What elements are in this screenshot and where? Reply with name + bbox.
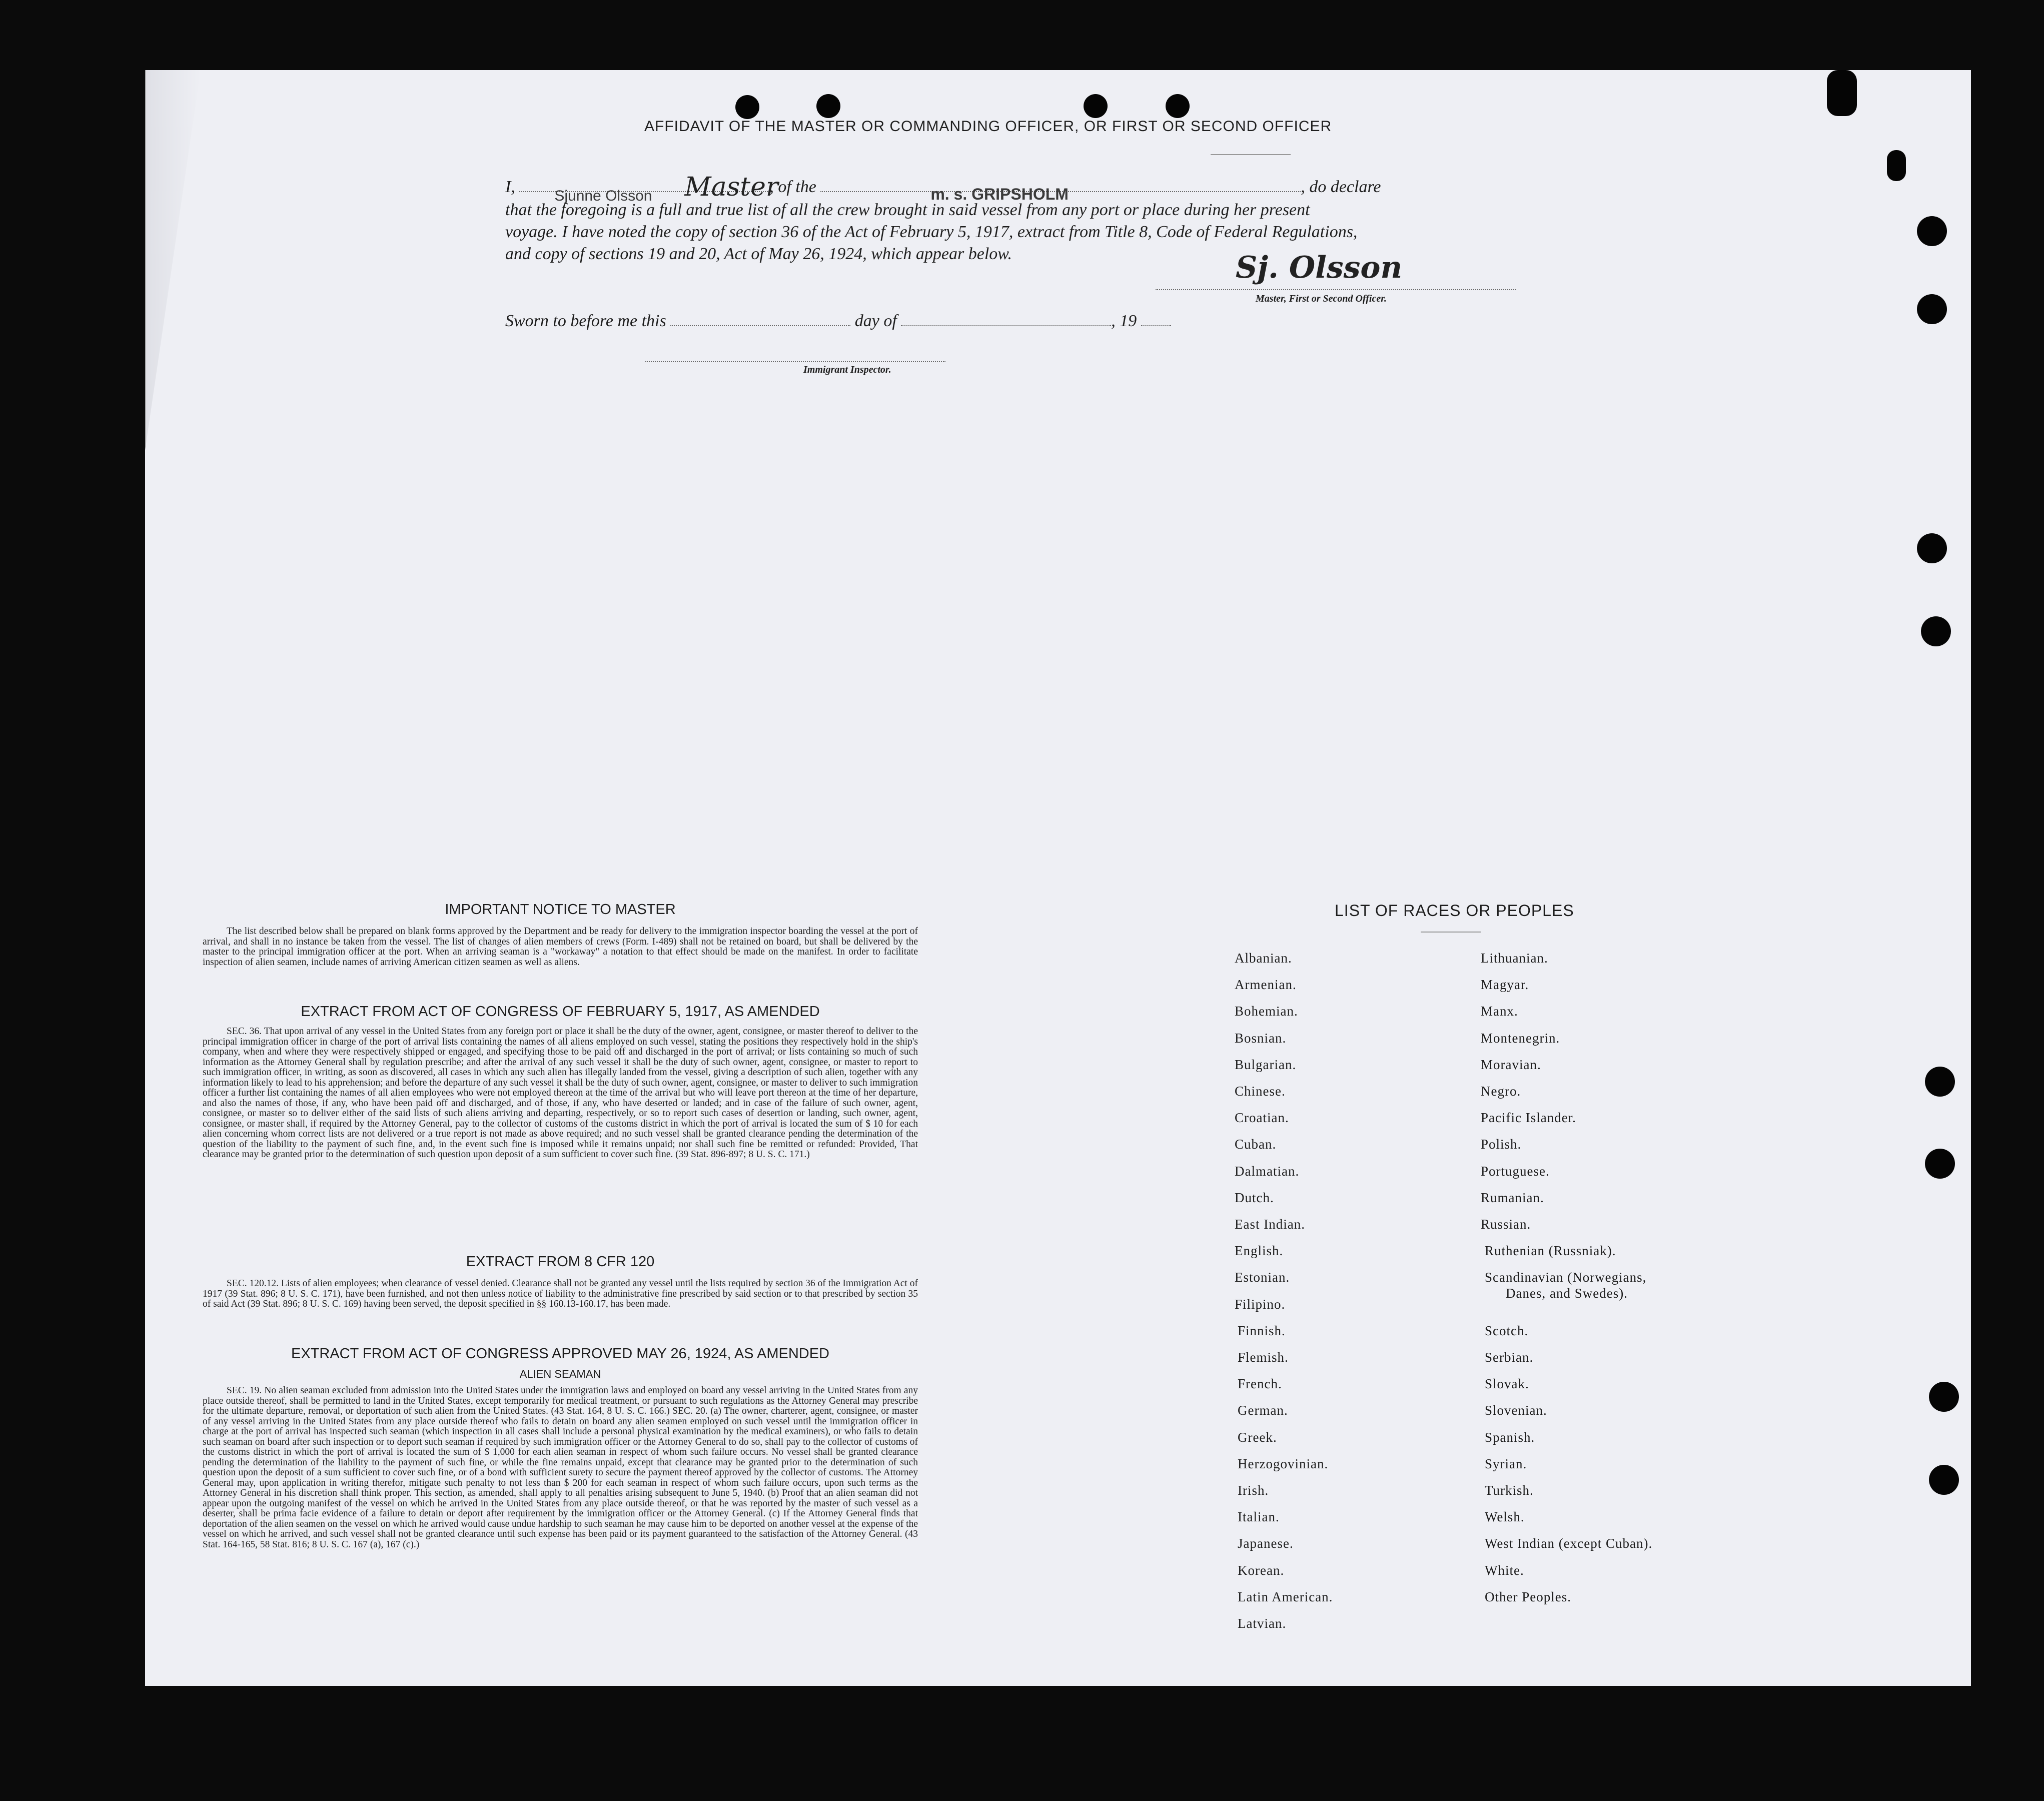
inspector-caption: Immigrant Inspector. (803, 364, 891, 375)
signature: Sj. Olsson (1236, 250, 1403, 285)
punch-hole (1921, 616, 1951, 646)
day-of-label: day of (854, 312, 897, 330)
punch-hole (1084, 94, 1108, 118)
race-item: Danes, and Swedes). (1506, 1286, 1628, 1301)
extract-8cfr-text: SEC. 120.12. Lists of alien employees; when clearance of vessel denied. Clearance shall not be granted any vessel until the lists required by section 36 of the Immigration Act of 1917 (39 Stat. 896; 8 U. S. C. 171), have been furnished, and not then unless notice of liability to the administrative fine prescribed by said section or to that prescribed by section 35 of said Act (39 Stat. 896; 8 U. S. C. 169) having been served, the deposit specified in §§ 160.13-160.17, has been made. (203, 1278, 918, 1309)
notice-heading: IMPORTANT NOTICE TO MASTER (445, 902, 676, 918)
race-item: Estonian. (1235, 1270, 1290, 1285)
race-item: Cuban. (1235, 1137, 1277, 1152)
inspector-signature-field (645, 361, 945, 362)
race-item: Manx. (1481, 1004, 1518, 1019)
punch-hole (1917, 294, 1947, 324)
race-item: Italian. (1238, 1509, 1280, 1525)
extract-8cfr-heading: EXTRACT FROM 8 CFR 120 (466, 1254, 655, 1270)
race-item: Albanian. (1235, 951, 1292, 966)
race-item: Bohemian. (1235, 1004, 1298, 1019)
race-item: Portuguese. (1481, 1163, 1550, 1179)
race-item: Greek. (1238, 1429, 1277, 1445)
affidavit-title: AFFIDAVIT OF THE MASTER OR COMMANDING OFFICER, OR FIRST OR SECOND OFFICER (644, 118, 1332, 135)
race-item: Lithuanian. (1481, 951, 1548, 966)
race-item: Slovak. (1485, 1376, 1529, 1392)
punch-hole (1917, 216, 1947, 246)
vessel-name: m. s. GRIPSHOLM (930, 185, 1069, 203)
race-item: Latvian. (1238, 1616, 1287, 1631)
race-item: Spanish. (1485, 1429, 1535, 1445)
punch-hole (1929, 1382, 1959, 1412)
race-item: Slovenian. (1485, 1403, 1547, 1418)
race-item: Bosnian. (1235, 1030, 1287, 1046)
sworn-day-field (670, 325, 850, 326)
punch-hole (816, 94, 840, 118)
race-item: Welsh. (1485, 1509, 1525, 1525)
extract-1917-text: SEC. 36. That upon arrival of any vessel in the United States from any foreign port or place it shall be the duty of the owner, agent, consignee, or master thereof to deliver to the principal immigration officer in charge of the port of arrival lists containing the names of all aliens employed on such vessel, stating the positions they respectively hold in the ship's company, when and where they were respectively shipped or engaged, and specifying those to be paid off and discharged in the port of arrival; or lists containing so much of such information as the Attorney General shall by regulation prescribe; and after the arrival of any such vessel it shall be the duty of such owner, agent, consignee, or master to report to such immigration officer, in writing, as soon as discovered, all cases in which any such alien has illegally landed from the vessel, giving a description of such alien, together with any information likely to lead to his apprehension; and before the departure of any such vessel it shall be the duty of such owner, agent, consignee, or master to deliver to such immigration officer a further list containing the names of all alien employees who were not employed thereon at the time of the arrival but who will leave port thereon at the time of her departure, and also the names of those, if any, who have been paid off and discharged, and of those, if any, who have deserted or landed; and in case of the failure of such owner, agent, consignee, or master so to deliver either of the said lists of such aliens arriving and departing, respectively, or so to report such cases of desertion or landing, such owner, agent, consignee, or master shall, if required by the Attorney General, pay to the collector of customs of the customs district in which the port of arrival is located the sum of $ 10 for each alien concerning whom correct lists are not delivered or a true report is not made as above required; and no such vessel shall be granted clearance pending the determination of the question of the liability to the payment of such fine, and, in the event such fine is imposed while it remains unpaid; nor shall such fine be remitted or refunded: Provided, That clearance may be granted prior to the determination of such question upon deposit of a sum sufficient to cover such fine. (39 Stat. 896-897; 8 U. S. C. 171.) (203, 1026, 918, 1160)
race-item: Irish. (1238, 1483, 1269, 1498)
race-item: Chinese. (1235, 1084, 1286, 1099)
race-item: Moravian. (1481, 1057, 1541, 1072)
race-item: Syrian. (1485, 1456, 1527, 1471)
sworn-label: Sworn to before me this (505, 312, 666, 330)
race-item: Armenian. (1235, 977, 1297, 993)
race-item: Bulgarian. (1235, 1057, 1297, 1072)
sworn-year-field (1141, 325, 1171, 326)
punch-hole (1887, 150, 1906, 181)
race-item: Herzogovinian. (1238, 1456, 1329, 1471)
vessel-field (820, 185, 1301, 203)
race-item: West Indian (except Cuban). (1485, 1536, 1653, 1551)
rank-handwritten: Master (684, 172, 778, 202)
race-item: Montenegrin. (1481, 1030, 1560, 1046)
do-declare-label: , do declare (1301, 178, 1381, 196)
race-item: Rumanian. (1481, 1190, 1544, 1205)
race-item: Filipino. (1235, 1296, 1286, 1312)
race-item: White. (1485, 1562, 1524, 1578)
punch-hole (1827, 70, 1857, 116)
race-item: Russian. (1481, 1217, 1531, 1232)
extract-1924-text: SEC. 19. No alien seaman excluded from admission into the United States under the immigration laws and employed on board any vessel arriving in the United States from any place outside thereof, shall be permitted to land in the United States, except temporarily for medical treatment, or pursuant to such regulations as the Attorney General may prescribe for the ultimate departure, removal, or deportation of such alien from the United States. (43 Stat. 164, 8 U. S. C. 166.) SEC. 20. (a) The owner, charterer, agent, consignee, or master of any vessel arriving in the United States from any place outside thereof who fails to detain on board any alien seamen employed on such vessel until the immigration officer in charge at the port of arrival has inspected such seaman (which inspection in all cases shall include a personal physical examination by the medical examiners), or who fails to detain such seaman on board after such inspection or to deport such seaman if required by such immigration officer or the Attorney General to do so, shall pay to the collector of customs of the customs district in which the port of arrival is located the sum of $ 1,000 for each alien seaman in respect of whom such failure occurs. No vessel shall be granted clearance pending the determination of the liability to the payment of such fine, or while the fine remains unpaid, except that clearance may be granted prior to the determination of such question upon the deposit of a sum sufficient to cover such fine, or of a bond with sufficient surety to secure the payment thereof approved by the collector of customs. The Attorney General may, upon application in writing therefor, mitigate such penalty to not less than $ 200 for each seaman in respect of whom such failure occurs, upon such terms as the Attorney General in his discretion shall think proper. This section, as amended, shall apply to all penalties arising subsequent to June 5, 1940. (b) Proof that an alien seaman did not appear upon the outgoing manifest of the vessel on which he arrived in the United States from any place outside thereof, or that he was reported by the master of such vessel as a deserter, shall be prima facie evidence of a failure to detain or deport after requirement by the immigration officer or the Attorney General. (c) If the Attorney General finds that deportation of the alien seamen on the vessel on which he arrived would cause undue hardship to such seaman he may cause him to be deported on another vessel at the expense of the vessel on which he arrived, and such vessel shall not be granted clearance until such expense has been paid or its payment guaranteed to the satisfaction of the Attorney General. (43 Stat. 164-165, 58 Stat. 816; 8 U. S. C. 167 (a), 167 (c).) (203, 1385, 918, 1550)
of-the-label: , of the (769, 178, 816, 196)
extract-1917-heading: EXTRACT FROM ACT OF CONGRESS OF FEBRUARY 5, 1917, AS AMENDED (301, 1004, 820, 1020)
race-item: Magyar. (1481, 977, 1529, 993)
race-item: Serbian. (1485, 1350, 1534, 1365)
notice-text: The list described below shall be prepared on blank forms approved by the Department and be ready for delivery to the immigration inspector boarding the vessel at the port of arrival, and shall in no instance be taken from the vessel. The list of changes of alien members of crews (Form. I-489) shall not be retained on board, but shall be delivered by the master to the principal immigration officer at the port. When an arriving seaman is a "workaway" a notation to that effect should be made on the manifest. In order to facilitate inspection of alien seamen, include names of arriving American citizen seamen as well as aliens. (203, 926, 918, 968)
race-item: Other Peoples. (1485, 1589, 1571, 1604)
extract-1924-heading: EXTRACT FROM ACT OF CONGRESS APPROVED MAY 26, 1924, AS AMENDED (291, 1346, 829, 1362)
race-item: East Indian. (1235, 1217, 1305, 1232)
race-item: German. (1238, 1403, 1288, 1418)
race-item: Ruthenian (Russniak). (1485, 1243, 1616, 1259)
title-rule (1211, 154, 1291, 155)
race-item: Croatian. (1235, 1110, 1289, 1126)
race-item: Dutch. (1235, 1190, 1274, 1205)
race-item: Korean. (1238, 1562, 1285, 1578)
punch-hole (735, 95, 759, 119)
declaration-line-3: voyage. I have noted the copy of section 36 of the Act of February 5, 1917, extract from Title 8, Code of Federal Regulations, (505, 223, 1358, 241)
races-heading-rule (1421, 932, 1481, 933)
race-item: Scotch. (1485, 1323, 1529, 1338)
race-item: Japanese. (1238, 1536, 1294, 1551)
declaration-line-4: and copy of sections 19 and 20, Act of May 26, 1924, which appear below. (505, 245, 1012, 263)
extract-1924-subheading: ALIEN SEAMAN (519, 1368, 601, 1380)
i-label: I, (505, 178, 515, 196)
race-item: Scandinavian (Norwegians, (1485, 1270, 1647, 1285)
races-heading: LIST OF RACES OR PEOPLES (1335, 902, 1574, 920)
race-item: Latin American. (1238, 1589, 1333, 1604)
race-item: Dalmatian. (1235, 1163, 1300, 1179)
signature-caption: Master, First or Second Officer. (1256, 293, 1387, 304)
sworn-line (505, 310, 1276, 332)
race-item: English. (1235, 1243, 1284, 1259)
declaration-line-1 (505, 172, 1521, 204)
punch-hole (1929, 1465, 1959, 1495)
name-field (519, 172, 778, 204)
declaration-line-2: that the foregoing is a full and true list of all the crew brought in said vessel from any port or place during her present (505, 201, 1310, 219)
race-item: French. (1238, 1376, 1282, 1392)
signature-field (1156, 289, 1516, 290)
race-item: Negro. (1481, 1084, 1521, 1099)
punch-hole (1925, 1067, 1955, 1097)
sworn-month-field (901, 325, 1111, 326)
race-item: Pacific Islander. (1481, 1110, 1576, 1126)
race-item: Flemish. (1238, 1350, 1289, 1365)
master-name: Sjunne Olsson (554, 188, 652, 204)
race-item: Turkish. (1485, 1483, 1534, 1498)
punch-hole (1917, 533, 1947, 563)
race-item: Finnish. (1238, 1323, 1286, 1338)
punch-hole (1166, 94, 1190, 118)
race-item: Polish. (1481, 1137, 1522, 1152)
punch-hole (1925, 1149, 1955, 1179)
year-label: , 19 (1111, 312, 1137, 330)
